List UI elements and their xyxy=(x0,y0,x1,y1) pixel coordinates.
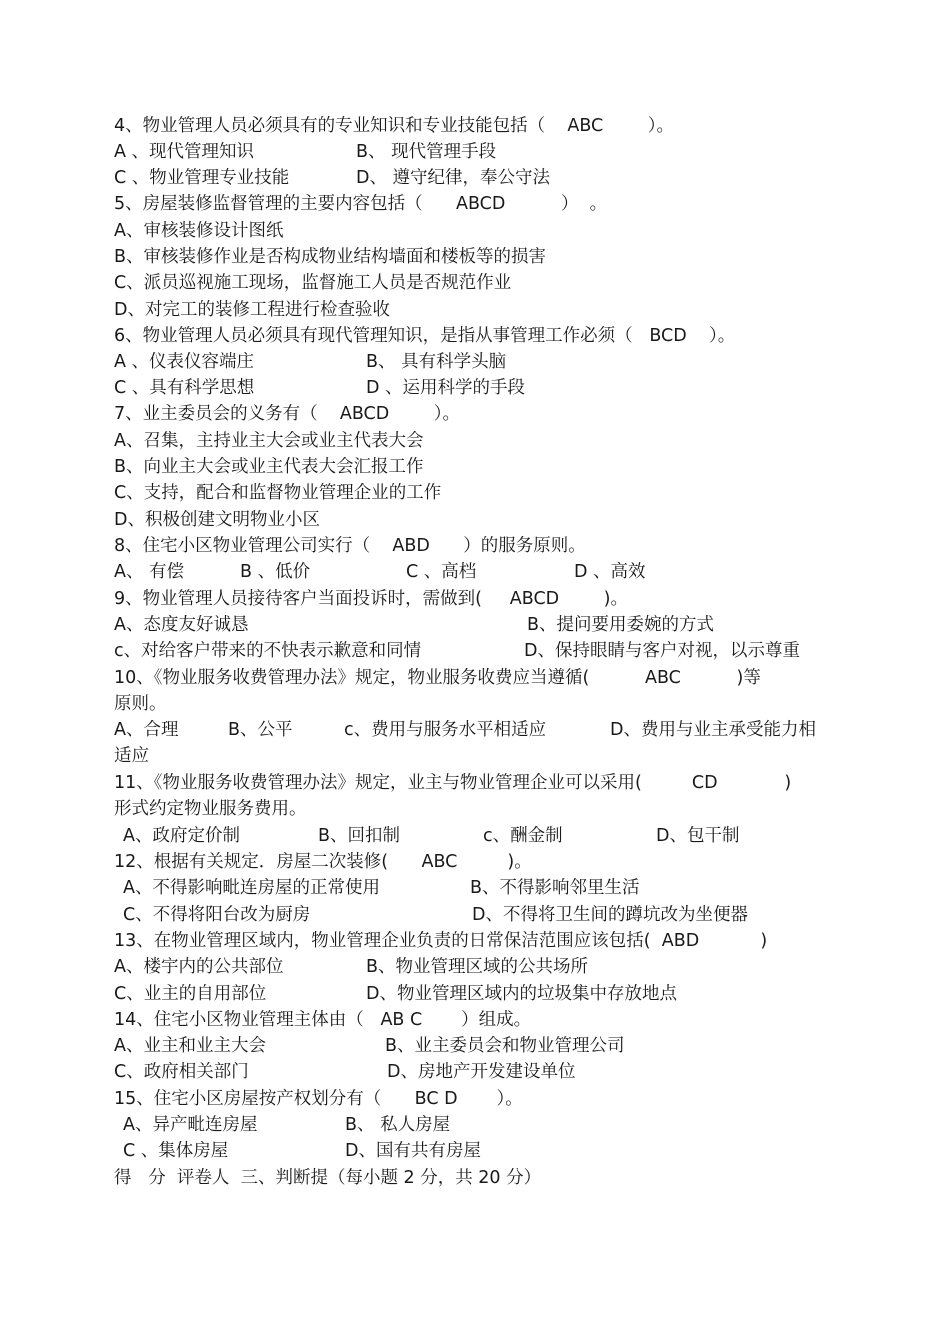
text-line: C 、高档 xyxy=(406,562,477,582)
text-line: D 、高效 xyxy=(574,562,646,582)
text-line: B、回扣制 xyxy=(318,826,401,846)
text-line: 5、房屋装修监督管理的主要内容包括（ ABCD ） 。 xyxy=(114,194,608,214)
text-line: D、保持眼睛与客户对视，以示尊重 xyxy=(524,641,800,661)
text-line: C、政府相关部门 xyxy=(114,1062,249,1082)
text-line: c、酬金制 xyxy=(483,826,563,846)
text-line: D、国有共有房屋 xyxy=(345,1141,481,1161)
text-line: B、 私人房屋 xyxy=(345,1115,451,1135)
text-line: 11、《物业服务收费管理办法》规定，业主与物业管理企业可以采用( CD ) xyxy=(114,773,792,793)
text-line: 4、物业管理人员必须具有的专业知识和专业技能包括（ ABC ）。 xyxy=(114,116,675,136)
text-line: c、对给客户带来的不快表示歉意和同情 xyxy=(114,641,422,661)
text-line: 15、住宅小区房屋按产权划分有（ BC D ）。 xyxy=(114,1089,523,1109)
text-line: A、楼宇内的公共部位 xyxy=(114,957,284,977)
text-line: B、向业主大会或业主代表大会汇报工作 xyxy=(114,457,424,477)
text-line: c、费用与服务水平相适应 xyxy=(344,720,547,740)
text-line: B、 现代管理手段 xyxy=(356,142,497,162)
text-line: A、审核装修设计图纸 xyxy=(114,221,284,241)
text-line: A 、仪表仪容端庄 xyxy=(114,352,255,372)
text-line: 14、住宅小区物业管理主体由（ AB C ）组成。 xyxy=(114,1010,532,1030)
text-line: 形式约定物业服务费用。 xyxy=(114,799,307,819)
text-line: D、积极创建文明物业小区 xyxy=(114,510,320,530)
text-line: 适应 xyxy=(114,746,149,766)
text-line: B、审核装修作业是否构成物业结构墙面和楼板等的损害 xyxy=(114,247,547,267)
text-line: 10、《物业服务收费管理办法》规定，物业服务收费应当遵循( ABC )等 xyxy=(114,668,761,688)
text-line: A、业主和业主大会 xyxy=(114,1036,266,1056)
text-line: C 、具有科学思想 xyxy=(114,378,255,398)
text-line: 7、业主委员会的义务有（ ABCD ）。 xyxy=(114,404,460,424)
text-line: A、召集，主持业主大会或业主代表大会 xyxy=(114,431,424,451)
text-line: D、包干制 xyxy=(656,826,740,846)
text-line: A、合理 xyxy=(114,720,179,740)
text-line: B、业主委员会和物业管理公司 xyxy=(385,1036,625,1056)
text-line: D、对完工的装修工程进行检查验收 xyxy=(114,300,390,320)
text-line: B、不得影响邻里生活 xyxy=(470,878,640,898)
text-line: A、 有偿 xyxy=(114,562,185,582)
text-line: A、不得影响毗连房屋的正常使用 xyxy=(123,878,380,898)
text-line: B、提问要用委婉的方式 xyxy=(527,615,715,635)
text-line: C、支持，配合和监督物业管理企业的工作 xyxy=(114,483,442,503)
text-line: D、物业管理区域内的垃圾集中存放地点 xyxy=(366,984,677,1004)
text-line: B 、低价 xyxy=(240,562,311,582)
text-line: 8、住宅小区物业管理公司实行（ ABD ）的服务原则。 xyxy=(114,536,586,556)
text-line: 6、物业管理人员必须具有现代管理知识，是指从事管理工作必须（ BCD ）。 xyxy=(114,326,736,346)
text-line: D、 遵守纪律，奉公守法 xyxy=(356,168,551,188)
text-line: 12、根据有关规定．房屋二次装修( ABC )。 xyxy=(114,852,532,872)
text-line: A、政府定价制 xyxy=(123,826,240,846)
text-line: B、公平 xyxy=(228,720,293,740)
text-line: D、不得将卫生间的蹲坑改为坐便器 xyxy=(472,905,748,925)
text-line: A、态度友好诚恳 xyxy=(114,615,249,635)
text-line: B、 具有科学头脑 xyxy=(366,352,507,372)
text-line: 得 分 评卷人 三、判断提（每小题 2 分，共 20 分） xyxy=(114,1168,542,1188)
text-line: 9、物业管理人员接待客户当面投诉时，需做到( ABCD )。 xyxy=(114,589,628,609)
text-line: 原则。 xyxy=(114,694,167,714)
text-line: C 、集体房屋 xyxy=(123,1141,229,1161)
text-line: D、费用与业主承受能力相 xyxy=(610,720,816,740)
text-line: C 、物业管理专业技能 xyxy=(114,168,290,188)
text-line: C、业主的自用部位 xyxy=(114,984,267,1004)
text-line: A、异产毗连房屋 xyxy=(123,1115,258,1135)
text-line: D 、运用科学的手段 xyxy=(366,378,526,398)
text-line: A 、现代管理知识 xyxy=(114,142,255,162)
text-line: B、物业管理区域的公共场所 xyxy=(366,957,589,977)
text-line: C、不得将阳台改为厨房 xyxy=(123,905,311,925)
text-line: D、房地产开发建设单位 xyxy=(387,1062,576,1082)
text-line: C、派员巡视施工现场，监督施工人员是否规范作业 xyxy=(114,273,512,293)
text-line: 13、在物业管理区域内，物业管理企业负责的日常保洁范围应该包括( ABD ) xyxy=(114,931,768,951)
